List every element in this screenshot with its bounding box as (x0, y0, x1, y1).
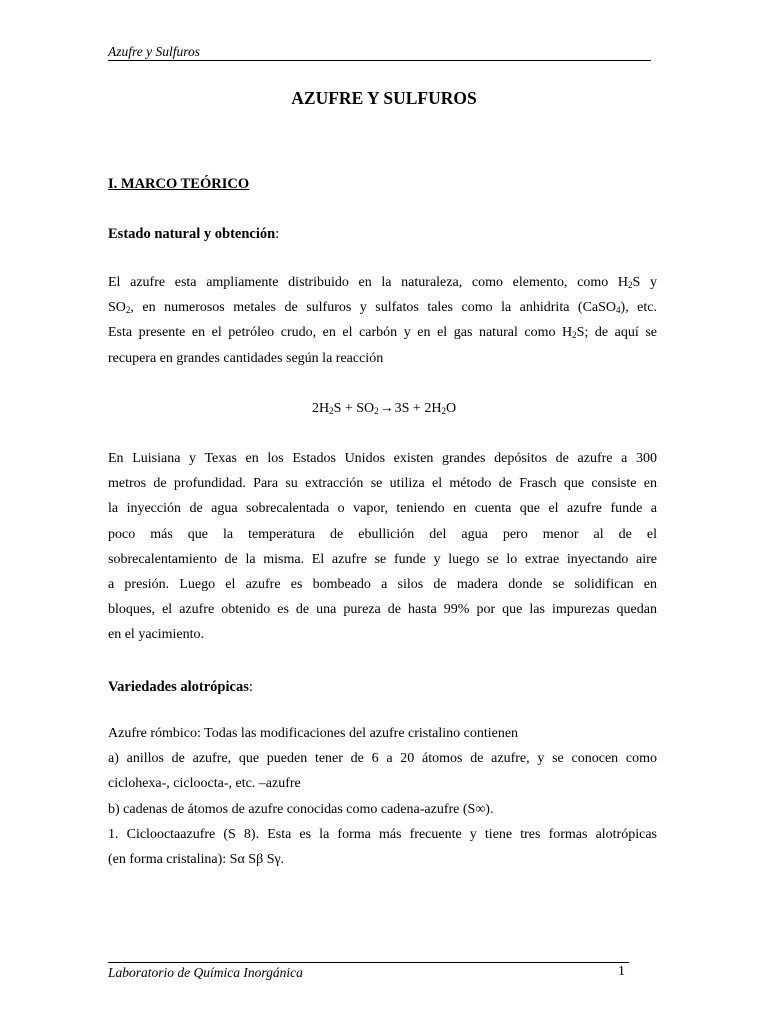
footer-label: Laboratorio de Química Inorgánica (108, 965, 303, 980)
paragraph-line: recupera en grandes cantidades según la reacción (108, 350, 384, 366)
paragraph-line: la inyección de agua sobrecalentada o vapor, teniendo en cuenta que el azufre funde a (108, 501, 657, 517)
subheading-variedades-text: Variedades alotrópicas (108, 679, 249, 695)
paragraph-line: en el yacimiento. (108, 627, 205, 643)
reaction-arrow-icon: → (379, 401, 394, 416)
subheading-estado-natural (108, 225, 279, 243)
page-number: 1 (618, 964, 625, 979)
paragraph-line: sobrecalentamiento de la misma. El azufre se funde y luego se lo extrae inyectando aire (108, 551, 657, 567)
paragraph-line: $SO_2$, en numerosos metales de sulfuros y sulfatos tales como la anhidrita (CaSO$_4$), etc. (108, 300, 657, 316)
paragraph-line: 1. Ciclooctaazufre (S 8). Esta es la forma más frecuente y tiene tres formas alotrópicas (108, 826, 657, 842)
subheading-estado-natural-text: Estado natural y obtención (108, 226, 276, 242)
paragraph-line: ciclohexa-, cicloocta-, etc. –azufre (108, 776, 301, 792)
running-header-text: Azufre y Sulfuros (108, 44, 200, 59)
paragraph-line: b) cadenas de átomos de azufre conocidas como cadena-azufre (S∞). (108, 801, 494, 817)
document-title: AZUFRE Y SULFUROS (291, 88, 477, 108)
paragraph-variedades (108, 721, 657, 872)
paragraph-line: (en forma cristalina): Sα Sβ Sγ. (108, 852, 285, 868)
subheading-variedades (108, 678, 253, 696)
running-header (108, 44, 651, 61)
section-heading: I. MARCO TEÓRICO (108, 176, 250, 192)
paragraph-line: bloques, el azufre obtenido es de una pureza de hasta 99% por que las impurezas quedan (108, 602, 657, 618)
paragraph-line: En Luisiana y Texas en los Estados Unidos existen grandes depósitos de azufre a 300 (108, 451, 657, 466)
subheading-colon: : (248, 679, 253, 695)
paragraph-estado-natural (108, 270, 657, 371)
paragraph-line: Azufre rómbico: Todas las modificaciones del azufre cristalino contienen (108, 726, 519, 741)
paragraph-frasch (108, 446, 657, 648)
subheading-colon: : (275, 226, 280, 242)
paragraph-line: metros de profundidad. Para su extracción se utiliza el método de Frasch que consiste en (108, 476, 657, 492)
paragraph-line: a presión. Luego el azufre es bombeado a silos de madera donde se solidifican en (108, 577, 657, 593)
paragraph-line: a) anillos de azufre, que pueden tener de 6 a 20 átomos de azufre, y se conocen como (108, 751, 657, 767)
paragraph-line: Esta presente en el petróleo crudo, en el carbón y en el gas natural como $H_2S$; de aquí se (108, 325, 658, 341)
chemical-equation: $2H_2S + SO_2\to 3S + 2H_2O$ (311, 401, 457, 416)
footer-divider (108, 962, 629, 963)
paragraph-line: El azufre esta ampliamente distribuido en la naturaleza, como elemento, como $H_2S$ y (108, 275, 657, 290)
paragraph-line: poco más que la temperatura de ebullición del agua pero menor al de el (108, 526, 657, 542)
